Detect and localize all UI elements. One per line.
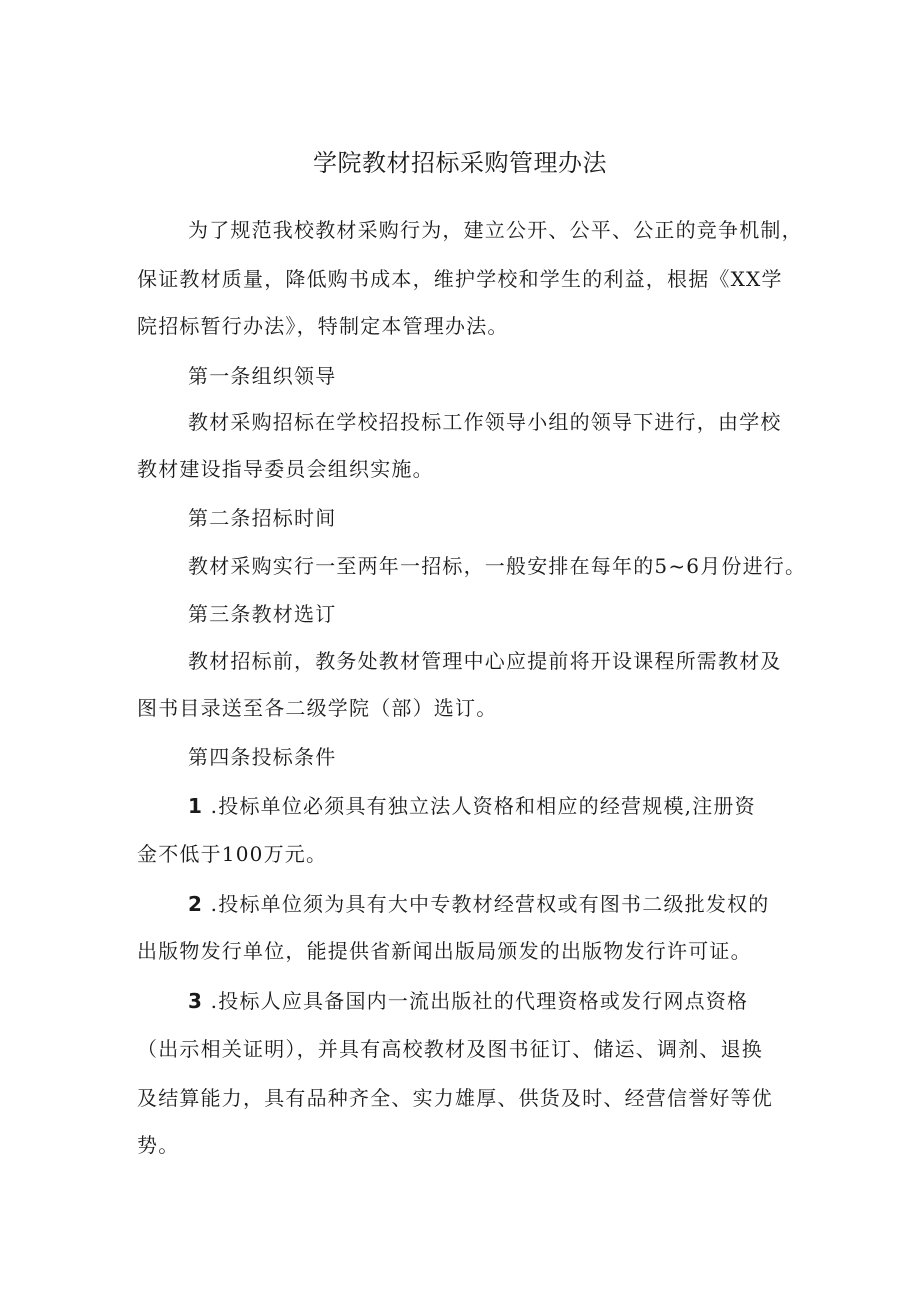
article-4-item-3-line-1 [188,987,848,1015]
article-4-item-2-line-1 [188,890,848,918]
article-1-line-1: 教材采购招标在学校招投标工作领导小组的领导下进行，由学校 [188,410,782,434]
article-2-heading: 第二条招标时间 [188,506,337,530]
intro-line-2: 保证教材质量，降低购书成本，维护学校和学生的利益，根据《XX学 [137,267,783,291]
article-4-item-1-line-1 [188,792,848,820]
article-4-item-3-line-3: 及结算能力，具有品种齐全、实力雄厚、供货及时、经营信誉好等优 [137,1086,773,1110]
article-4-item-1-line-2: 金不低于100万元。 [137,842,328,866]
article-2-line-1: 教材采购实行一至两年一招标，一般安排在每年的5~6月份进行。 [188,554,807,578]
article-1-heading: 第一条组织领导 [188,364,337,388]
article-4-item-3-line-2: （出示相关证明），并具有高校教材及图书征订、储运、调剂、退换 [137,1037,763,1061]
intro-line-1: 为了规范我校教材采购行为，建立公开、公平、公正的竞争机制， [188,218,803,242]
article-4-heading: 第四条投标条件 [188,745,337,769]
item-text: .投标单位须为具有大中专教材经营权或有图书二级批发权的 [203,892,770,916]
article-4-item-2-line-2: 出版物发行单位，能提供省新闻出版局颁发的出版物发行许可证。 [137,939,752,963]
item-number: 3 [188,989,204,1013]
article-3-line-1: 教材招标前，教务处教材管理中心应提前将开设课程所需教材及 [188,649,782,673]
document-title: 学院教材招标采购管理办法 [313,149,607,177]
article-4-item-3-line-4: 势。 [137,1133,180,1157]
item-text: .投标人应具备国内一流出版社的代理资格或发行网点资格 [203,989,749,1013]
article-1-line-2: 教材建设指导委员会组织实施。 [137,457,434,481]
article-3-heading: 第三条教材选订 [188,602,337,626]
article-3-line-2: 图书目录送至各二级学院（部）选订。 [137,696,498,720]
intro-line-3: 院招标暂行办法》，特制定本管理办法。 [137,314,509,338]
item-number: 1 [188,794,204,818]
item-text: .投标单位必须具有独立法人资格和相应的经营规模,注册资 [203,794,756,818]
item-number: 2 [188,892,204,916]
